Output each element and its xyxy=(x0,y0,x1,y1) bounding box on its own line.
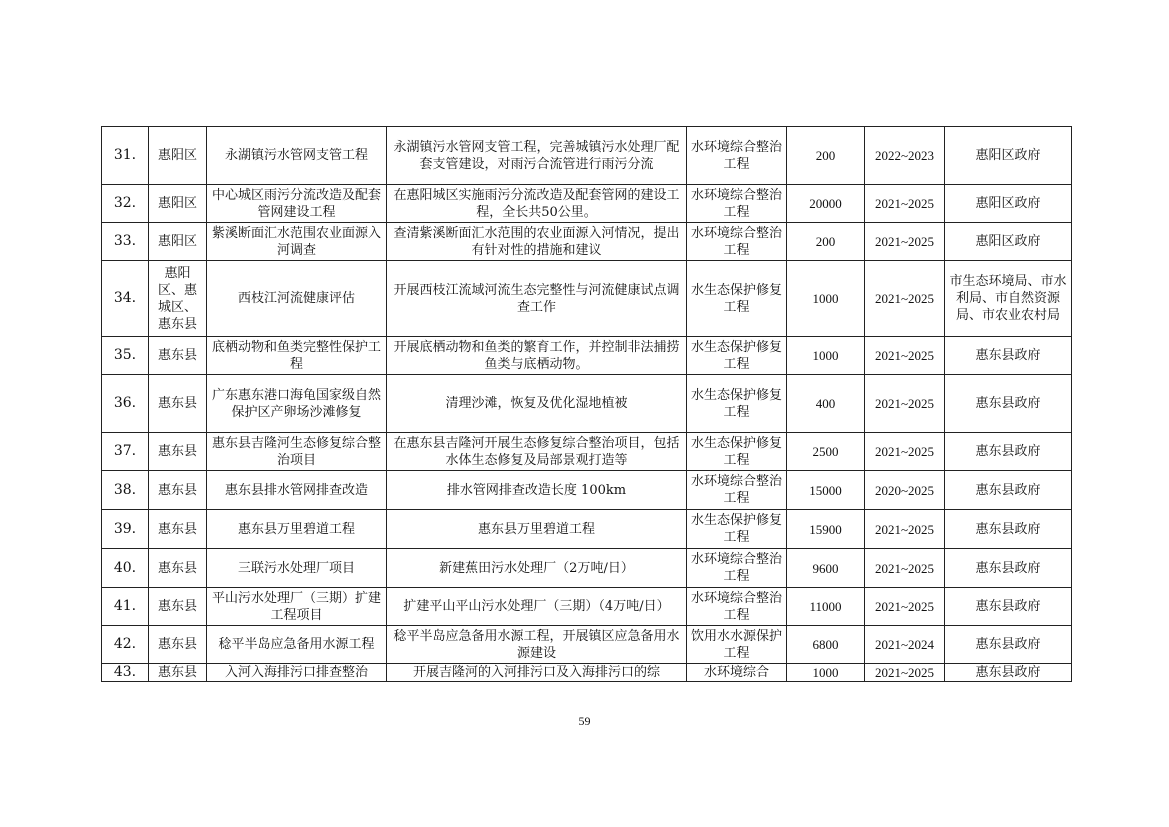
row-investment: 200 xyxy=(787,127,865,185)
row-period: 2021~2025 xyxy=(865,664,945,682)
row-responsible: 惠东县政府 xyxy=(945,337,1072,375)
row-responsible: 市生态环境局、市水利局、市自然资源局、市农业农村局 xyxy=(945,261,1072,337)
row-period: 2020~2025 xyxy=(865,471,945,510)
table-row xyxy=(102,127,1072,185)
row-region: 惠东县 xyxy=(149,510,207,549)
row-region: 惠东县 xyxy=(149,433,207,471)
row-responsible: 惠东县政府 xyxy=(945,471,1072,510)
row-content: 开展吉隆河的入河排污口及入海排污口的综 xyxy=(387,664,687,682)
table-row xyxy=(102,549,1072,588)
page-number: 59 xyxy=(578,714,591,728)
table-row xyxy=(102,375,1072,433)
row-content: 在惠阳城区实施雨污分流改造及配套管网的建设工程，全长共50公里。 xyxy=(387,185,687,223)
table-row xyxy=(102,337,1072,375)
row-responsible: 惠阳区政府 xyxy=(945,223,1072,261)
row-period: 2021~2025 xyxy=(865,549,945,588)
row-investment: 15900 xyxy=(787,510,865,549)
row-number: 41. xyxy=(102,588,149,626)
row-region: 惠东县 xyxy=(149,664,207,682)
row-investment: 200 xyxy=(787,223,865,261)
row-content: 清理沙滩，恢复及优化湿地植被 xyxy=(387,375,687,433)
row-period: 2021~2025 xyxy=(865,433,945,471)
row-region: 惠阳区 xyxy=(149,127,207,185)
row-project-name: 惠东县万里碧道工程 xyxy=(207,510,387,549)
row-region: 惠东县 xyxy=(149,471,207,510)
row-region: 惠阳区、惠城区、惠东县 xyxy=(149,261,207,337)
row-responsible: 惠东县政府 xyxy=(945,588,1072,626)
row-investment: 11000 xyxy=(787,588,865,626)
row-responsible: 惠阳区政府 xyxy=(945,185,1072,223)
row-project-type: 水环境综合整治工程 xyxy=(687,588,787,626)
row-project-name: 惠东县吉隆河生态修复综合整治项目 xyxy=(207,433,387,471)
row-region: 惠东县 xyxy=(149,375,207,433)
table-row xyxy=(102,626,1072,664)
row-project-name: 平山污水处理厂（三期）扩建工程项目 xyxy=(207,588,387,626)
row-responsible: 惠东县政府 xyxy=(945,510,1072,549)
row-content: 查清紫溪断面汇水范围的农业面源入河情况，提出有针对性的措施和建议 xyxy=(387,223,687,261)
row-project-type: 水环境综合整治工程 xyxy=(687,185,787,223)
table-row xyxy=(102,588,1072,626)
row-project-name: 入河入海排污口排查整治 xyxy=(207,664,387,682)
row-project-type: 饮用水水源保护工程 xyxy=(687,626,787,664)
row-project-type: 水生态保护修复工程 xyxy=(687,433,787,471)
table-row xyxy=(102,185,1072,223)
table-row xyxy=(102,664,1072,682)
table-row xyxy=(102,510,1072,549)
row-period: 2021~2025 xyxy=(865,185,945,223)
row-investment: 9600 xyxy=(787,549,865,588)
row-period: 2021~2025 xyxy=(865,375,945,433)
row-content: 永湖镇污水管网支管工程，完善城镇污水处理厂配套支管建设，对雨污合流管进行雨污分流 xyxy=(387,127,687,185)
row-project-name: 惠东县排水管网排查改造 xyxy=(207,471,387,510)
row-region: 惠东县 xyxy=(149,549,207,588)
row-project-type: 水生态保护修复工程 xyxy=(687,261,787,337)
row-responsible: 惠东县政府 xyxy=(945,626,1072,664)
row-investment: 2500 xyxy=(787,433,865,471)
row-investment: 400 xyxy=(787,375,865,433)
row-project-name: 永湖镇污水管网支管工程 xyxy=(207,127,387,185)
row-period: 2021~2025 xyxy=(865,337,945,375)
row-period: 2021~2025 xyxy=(865,261,945,337)
row-number: 34. xyxy=(102,261,149,337)
row-period: 2022~2023 xyxy=(865,127,945,185)
row-number: 42. xyxy=(102,626,149,664)
row-project-type: 水环境综合整治工程 xyxy=(687,223,787,261)
row-responsible: 惠东县政府 xyxy=(945,433,1072,471)
table-row xyxy=(102,223,1072,261)
row-project-name: 稔平半岛应急备用水源工程 xyxy=(207,626,387,664)
row-number: 33. xyxy=(102,223,149,261)
project-table xyxy=(101,126,1072,682)
row-period: 2021~2025 xyxy=(865,588,945,626)
row-project-type: 水环境综合 xyxy=(687,664,787,682)
row-region: 惠东县 xyxy=(149,337,207,375)
row-project-name: 三联污水处理厂项目 xyxy=(207,549,387,588)
row-number: 39. xyxy=(102,510,149,549)
row-responsible: 惠东县政府 xyxy=(945,549,1072,588)
row-period: 2021~2024 xyxy=(865,626,945,664)
row-number: 37. xyxy=(102,433,149,471)
row-number: 38. xyxy=(102,471,149,510)
row-content: 排水管网排查改造长度 100km xyxy=(387,471,687,510)
row-project-name: 西枝江河流健康评估 xyxy=(207,261,387,337)
row-region: 惠阳区 xyxy=(149,223,207,261)
row-number: 32. xyxy=(102,185,149,223)
row-number: 40. xyxy=(102,549,149,588)
row-responsible: 惠东县政府 xyxy=(945,375,1072,433)
row-number: 31. xyxy=(102,127,149,185)
row-number: 43. xyxy=(102,664,149,682)
row-project-type: 水生态保护修复工程 xyxy=(687,375,787,433)
row-region: 惠东县 xyxy=(149,626,207,664)
row-project-name: 底栖动物和鱼类完整性保护工程 xyxy=(207,337,387,375)
row-number: 35. xyxy=(102,337,149,375)
table-row xyxy=(102,471,1072,510)
row-investment: 1000 xyxy=(787,261,865,337)
row-investment: 1000 xyxy=(787,664,865,682)
row-responsible: 惠阳区政府 xyxy=(945,127,1072,185)
row-content: 惠东县万里碧道工程 xyxy=(387,510,687,549)
row-project-type: 水环境综合整治工程 xyxy=(687,549,787,588)
row-content: 开展西枝江流域河流生态完整性与河流健康试点调查工作 xyxy=(387,261,687,337)
row-period: 2021~2025 xyxy=(865,510,945,549)
row-investment: 1000 xyxy=(787,337,865,375)
row-content: 开展底栖动物和鱼类的繁育工作，并控制非法捕捞鱼类与底栖动物。 xyxy=(387,337,687,375)
row-project-type: 水生态保护修复工程 xyxy=(687,510,787,549)
row-content: 稔平半岛应急备用水源工程，开展镇区应急备用水源建设 xyxy=(387,626,687,664)
row-content: 扩建平山平山污水处理厂（三期）（4万吨/日） xyxy=(387,588,687,626)
table-row xyxy=(102,433,1072,471)
row-number: 36. xyxy=(102,375,149,433)
row-region: 惠东县 xyxy=(149,588,207,626)
table-body xyxy=(102,127,1072,682)
row-responsible: 惠东县政府 xyxy=(945,664,1072,682)
row-project-name: 紫溪断面汇水范围农业面源入河调查 xyxy=(207,223,387,261)
row-project-name: 广东惠东港口海龟国家级自然保护区产卵场沙滩修复 xyxy=(207,375,387,433)
row-investment: 15000 xyxy=(787,471,865,510)
row-period: 2021~2025 xyxy=(865,223,945,261)
row-investment: 6800 xyxy=(787,626,865,664)
row-project-type: 水环境综合整治工程 xyxy=(687,471,787,510)
row-project-name: 中心城区雨污分流改造及配套管网建设工程 xyxy=(207,185,387,223)
row-project-type: 水环境综合整治工程 xyxy=(687,127,787,185)
row-content: 新建蕉田污水处理厂（2万吨/日） xyxy=(387,549,687,588)
row-investment: 20000 xyxy=(787,185,865,223)
row-project-type: 水生态保护修复工程 xyxy=(687,337,787,375)
row-content: 在惠东县吉隆河开展生态修复综合整治项目，包括水体生态修复及局部景观打造等 xyxy=(387,433,687,471)
row-region: 惠阳区 xyxy=(149,185,207,223)
table-row xyxy=(102,261,1072,337)
